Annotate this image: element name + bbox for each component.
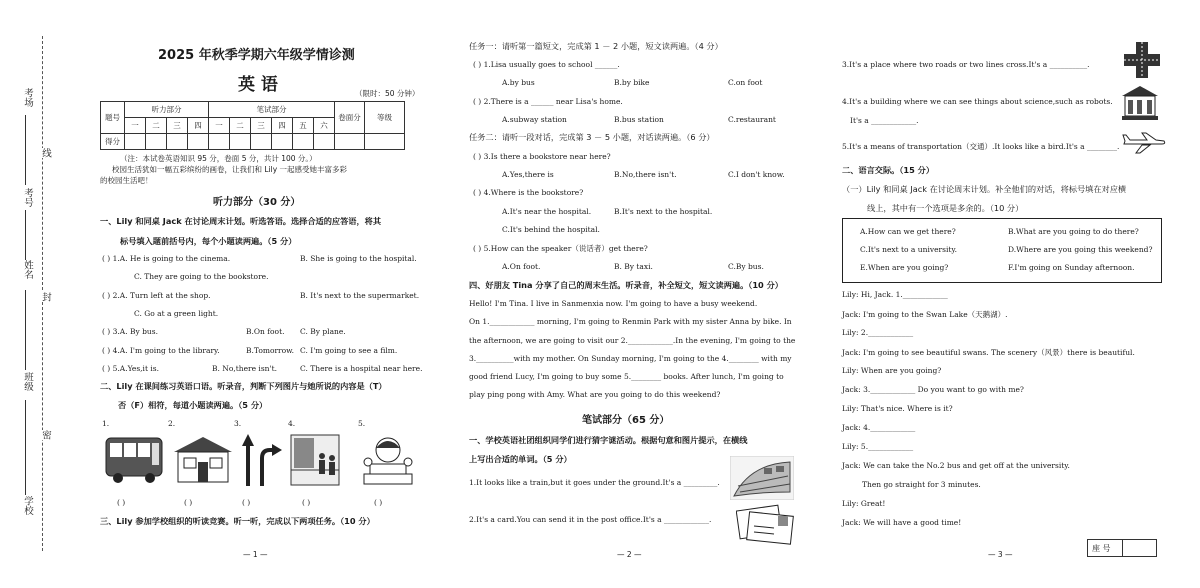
q1-option-a: ( ) 1.A. He is going to the cinema. (102, 254, 231, 263)
writing-heading: 笔试部分（65 分） (582, 415, 670, 426)
q3-option-c: C. By plane. (300, 327, 346, 336)
dialogue-line-11: Then go straight for 3 minutes. (862, 480, 981, 489)
pic-number-2: 2. (168, 419, 176, 428)
score-cell[interactable] (314, 134, 335, 150)
t2-q4-b: B.It's next to the hospital. (614, 207, 713, 216)
t1-q1-a: A.by bus (502, 78, 535, 87)
w1-instruction-2: 上写出合适的单词。（5 分） (469, 454, 572, 464)
sub1-instruction-1: （一）Lily 和同桌 Jack 在讨论周末计划。补全他们的对话，将标号填在对应横 (842, 184, 1127, 194)
dialogue-line-9: Lily: 5.____________ (842, 442, 914, 451)
t2-q4-c: C.It's behind the hospital. (502, 225, 600, 234)
t2-q4-a: A.It's near the hospital. (502, 207, 592, 216)
field-school: 学校 (22, 496, 33, 515)
t2-q5-b: B. By taxi. (614, 262, 653, 271)
score-cell[interactable] (293, 134, 314, 150)
sub1-instruction-2: 线上，其中有一个选项是多余的。（10 分） (867, 203, 1024, 213)
q2-option-c: C. Go at a green light. (134, 309, 219, 318)
w1-q1: 1.It looks like a train,but it goes under the ground.It's a _________. (469, 478, 720, 487)
note-score: （注：本试卷英语知识 95 分，卷面 5 分，共计 100 分。） (120, 154, 317, 163)
q2-option-a: ( ) 2.A. Turn left at the shop. (102, 291, 211, 300)
seal-mark-mi: 密 (40, 430, 51, 440)
crossroads-icon (1124, 42, 1160, 78)
q1-option-c: C. They are going to the bookstore. (134, 272, 269, 281)
w1-q2: 2.It's a card.You can send it in the post office.It's a ____________. (469, 515, 712, 524)
t1-q1: ( ) 1.Lisa usually goes to school ______. (473, 60, 620, 69)
t2-q3-b: B.No,there isn't. (614, 170, 677, 179)
score-col-writing: 笔试部分 (209, 102, 335, 118)
w1-q4-b: It's a ____________. (850, 116, 919, 125)
postcard-icon (736, 502, 794, 546)
option-a: A.How can we get there? (860, 227, 956, 236)
score-row-defen: 得分 (101, 134, 125, 150)
turn-arrows-icon (240, 432, 282, 488)
score-cell[interactable] (272, 134, 293, 150)
score-cell[interactable] (209, 134, 230, 150)
passage-line-2: On 1.____________ morning, I'm going to Renmin Park with my sister Anna by bike. In (469, 317, 792, 326)
pic-answer-2[interactable]: ( ) (184, 498, 193, 507)
dialogue-line-13: Jack: We will have a good time! (842, 518, 962, 527)
page-number-1: — 1 — (243, 550, 268, 559)
t2-q3: ( ) 3.Is there a bookstore near here? (473, 152, 611, 161)
pic-answer-5[interactable]: ( ) (374, 498, 383, 507)
t2-q3-c: C.I don't know. (728, 170, 785, 179)
q4-option-b: B.Tomorrow. (246, 346, 295, 355)
dialogue-line-2: Jack: I'm going to the Swan Lake（天鹅湖）. (842, 310, 1008, 319)
pic-number-1: 1. (102, 419, 110, 428)
passage-line-3: the afternoon, we are going to visit our 2.____________.In the evening, I'm going to the (469, 336, 796, 345)
passage-line-6: play ping pong with Amy. What are you going to do this weekend? (469, 390, 721, 399)
score-col-listening: 听力部分 (125, 102, 209, 118)
sec3-instruction: 三、Lily 参加学校组织的听读竞赛。听一听，完成以下两项任务。（10 分） (100, 516, 375, 526)
dialogue-line-3: Lily: 2.____________ (842, 328, 914, 337)
sec2-instruction-1: 二、Lily 在课间练习英语口语。听录音，判断下列图片与她所说的内容是（T） (100, 381, 387, 391)
t2-q5-a: A.On foot. (502, 262, 541, 271)
sec4-instruction: 四、好朋友 Tina 分享了自己的周末生活。听录音，补全短文，短文读两遍。（10 分） (469, 280, 783, 290)
bus-icon (104, 434, 164, 486)
w1-q5: 5.It's a means of transportation（交通）.It looks like a bird.It's a ________. (842, 142, 1120, 151)
q3-option-b: B.On foot. (246, 327, 285, 336)
t1-q2: ( ) 2.There is a ______ near Lisa's home. (473, 97, 623, 106)
dialogue-line-10: Jack: We can take the No.2 bus and get off at the university. (842, 461, 1070, 470)
score-cell[interactable] (188, 134, 209, 150)
passage-line-1: Hello! I'm Tina. I live in Sanmenxia now. I'm going to have a busy weekend. (469, 299, 758, 308)
t2-q5-c: C.By bus. (728, 262, 764, 271)
passage-line-4: 3.__________with my mother. On Sunday morning, I'm going to the 4.________ with my (469, 354, 792, 363)
girl-reading-icon (360, 432, 416, 488)
seat-label: 座 号 (1092, 544, 1111, 553)
w1-q3: 3.It's a place where two roads or two lines cross.It's a __________. (842, 60, 1090, 69)
time-limit: （限时：50 分钟） (355, 89, 420, 98)
q5-option-a: ( ) 5.A.Yes,it is. (102, 364, 159, 373)
page-number-3: — 3 — (988, 550, 1013, 559)
pic-number-4: 4. (288, 419, 296, 428)
t1-q1-b: B.by bike (614, 78, 650, 87)
exam-title: 2025 年秋季学期六年级学情诊测 (158, 48, 355, 63)
sec2-lang-heading: 二、语言交际。（15 分） (842, 165, 935, 175)
seal-mark-feng: 封 (40, 292, 51, 302)
option-c: C.It's next to a university. (860, 245, 957, 254)
dialogue-line-5: Lily: When are you going? (842, 366, 942, 375)
task2-instruction: 任务二：请听一段对话，完成第 3 － 5 小题，对话读两遍。（6 分） (469, 132, 715, 142)
field-name-line (25, 290, 26, 370)
w1-instruction-1: 一、学校英语社团组织同学们进行猜字谜活动。根据句意和图片提示，在横线 (469, 435, 748, 445)
score-cell[interactable] (335, 134, 365, 150)
q4-option-c: C. I'm going to see a film. (300, 346, 398, 355)
sec1-instruction-2: 标号填入题前括号内，每个小题读两遍。（5 分） (120, 236, 297, 246)
intro-line2: 的校园生活吧！ (100, 176, 153, 185)
t2-q3-a: A.Yes,there is (502, 170, 554, 179)
subway-station-icon (290, 434, 340, 486)
field-class: 班级 (22, 372, 33, 391)
pic-answer-3[interactable]: ( ) (242, 498, 251, 507)
passage-line-5: good friend Lucy, I'm going to buy some 5.________ books. After lunch, I'm going to (469, 372, 784, 381)
t1-q2-b: B.bus station (614, 115, 664, 124)
page-number-2: — 2 — (617, 550, 642, 559)
score-cell[interactable] (230, 134, 251, 150)
score-table: 题号 听力部分 笔试部分 卷面分 等级 一 二 三 四 一 二 三 四 五 六 得分 (100, 101, 405, 150)
q5-option-b: B. No,there isn't. (212, 364, 277, 373)
field-kaochang: 考场 (22, 88, 33, 107)
pic-number-5: 5. (358, 419, 366, 428)
option-b: B.What are you going to do there? (1008, 227, 1139, 236)
field-kaohao: 考号 (22, 188, 33, 207)
t1-q2-a: A.subway station (502, 115, 567, 124)
dialogue-line-6: Jack: 3.____________ Do you want to go with me? (842, 385, 1024, 394)
score-cell[interactable] (167, 134, 188, 150)
q4-option-a: ( ) 4.A. I'm going to the library. (102, 346, 220, 355)
q5-option-c: C. There is a hospital near here. (300, 364, 423, 373)
score-cell[interactable] (365, 134, 405, 150)
sec2-instruction-2: 否（F）相符，每道小题读两遍。（5 分） (118, 400, 268, 410)
score-col-dengji: 等级 (365, 102, 405, 134)
w1-q4-a: 4.It's a building where we can see things about science,such as robots. (842, 97, 1113, 106)
q2-option-b: B. It's next to the supermarket. (300, 291, 420, 300)
score-col-juanmian: 卷面分 (335, 102, 365, 134)
score-cell[interactable] (251, 134, 272, 150)
museum-building-icon (1122, 84, 1158, 120)
option-d: D.Where are you going this weekend? (1008, 245, 1153, 254)
sec1-instruction-1: 一、Lily 和同桌 Jack 在讨论周末计划。听选答语。选择合适的应答语，将其 (100, 216, 382, 226)
option-e: E.When are you going? (860, 263, 949, 272)
option-f: F.I'm going on Sunday afternoon. (1008, 263, 1135, 272)
pic-number-3: 3. (234, 419, 242, 428)
task1-instruction: 任务一：请听第一篇短文，完成第 1 － 2 小题，短文读两遍。（4 分） (469, 41, 723, 51)
score-cell[interactable] (146, 134, 167, 150)
dialogue-line-7: Lily: That's nice. Where is it? (842, 404, 953, 413)
pic-answer-1[interactable]: ( ) (117, 498, 126, 507)
q3-option-a: ( ) 3.A. By bus. (102, 327, 158, 336)
seal-mark-xian: 线 (40, 148, 51, 158)
t2-q4: ( ) 4.Where is the bookstore? (473, 188, 584, 197)
dialogue-line-12: Lily: Great! (842, 499, 886, 508)
listening-heading: 听力部分（30 分） (213, 197, 301, 208)
score-col-tihao: 题号 (101, 102, 125, 134)
subway-train-icon (730, 456, 794, 500)
t1-q1-c: C.on foot (728, 78, 763, 87)
seat-number-box[interactable] (1087, 539, 1157, 557)
airplane-icon (1122, 132, 1166, 154)
field-name: 姓名 (22, 260, 33, 279)
field-kaochang-line (25, 115, 26, 185)
t1-q2-c: C.restaurant (728, 115, 776, 124)
score-cell[interactable] (125, 134, 146, 150)
dialogue-line-4: Jack: I'm going to see beautiful swans. The scenery（风景）there is beautiful. (842, 348, 1135, 357)
q1-option-b: B. She is going to the hospital. (300, 254, 417, 263)
field-class-line (25, 400, 26, 495)
pic-answer-4[interactable]: ( ) (302, 498, 311, 507)
intro-line1: 校园生活犹如一幅五彩缤纷的画卷，让我们和 Lily 一起感受她丰富多彩 (112, 165, 348, 174)
shop-icon (172, 434, 234, 486)
subject-title: 英 语 (238, 75, 278, 95)
dialogue-line-8: Jack: 4.____________ (842, 423, 916, 432)
dialogue-line-1: Lily: Hi, Jack. 1.____________ (842, 290, 948, 299)
t2-q5: ( ) 5.How can the speaker（说话者）get there? (473, 244, 648, 253)
field-kaohao-line (25, 210, 26, 260)
